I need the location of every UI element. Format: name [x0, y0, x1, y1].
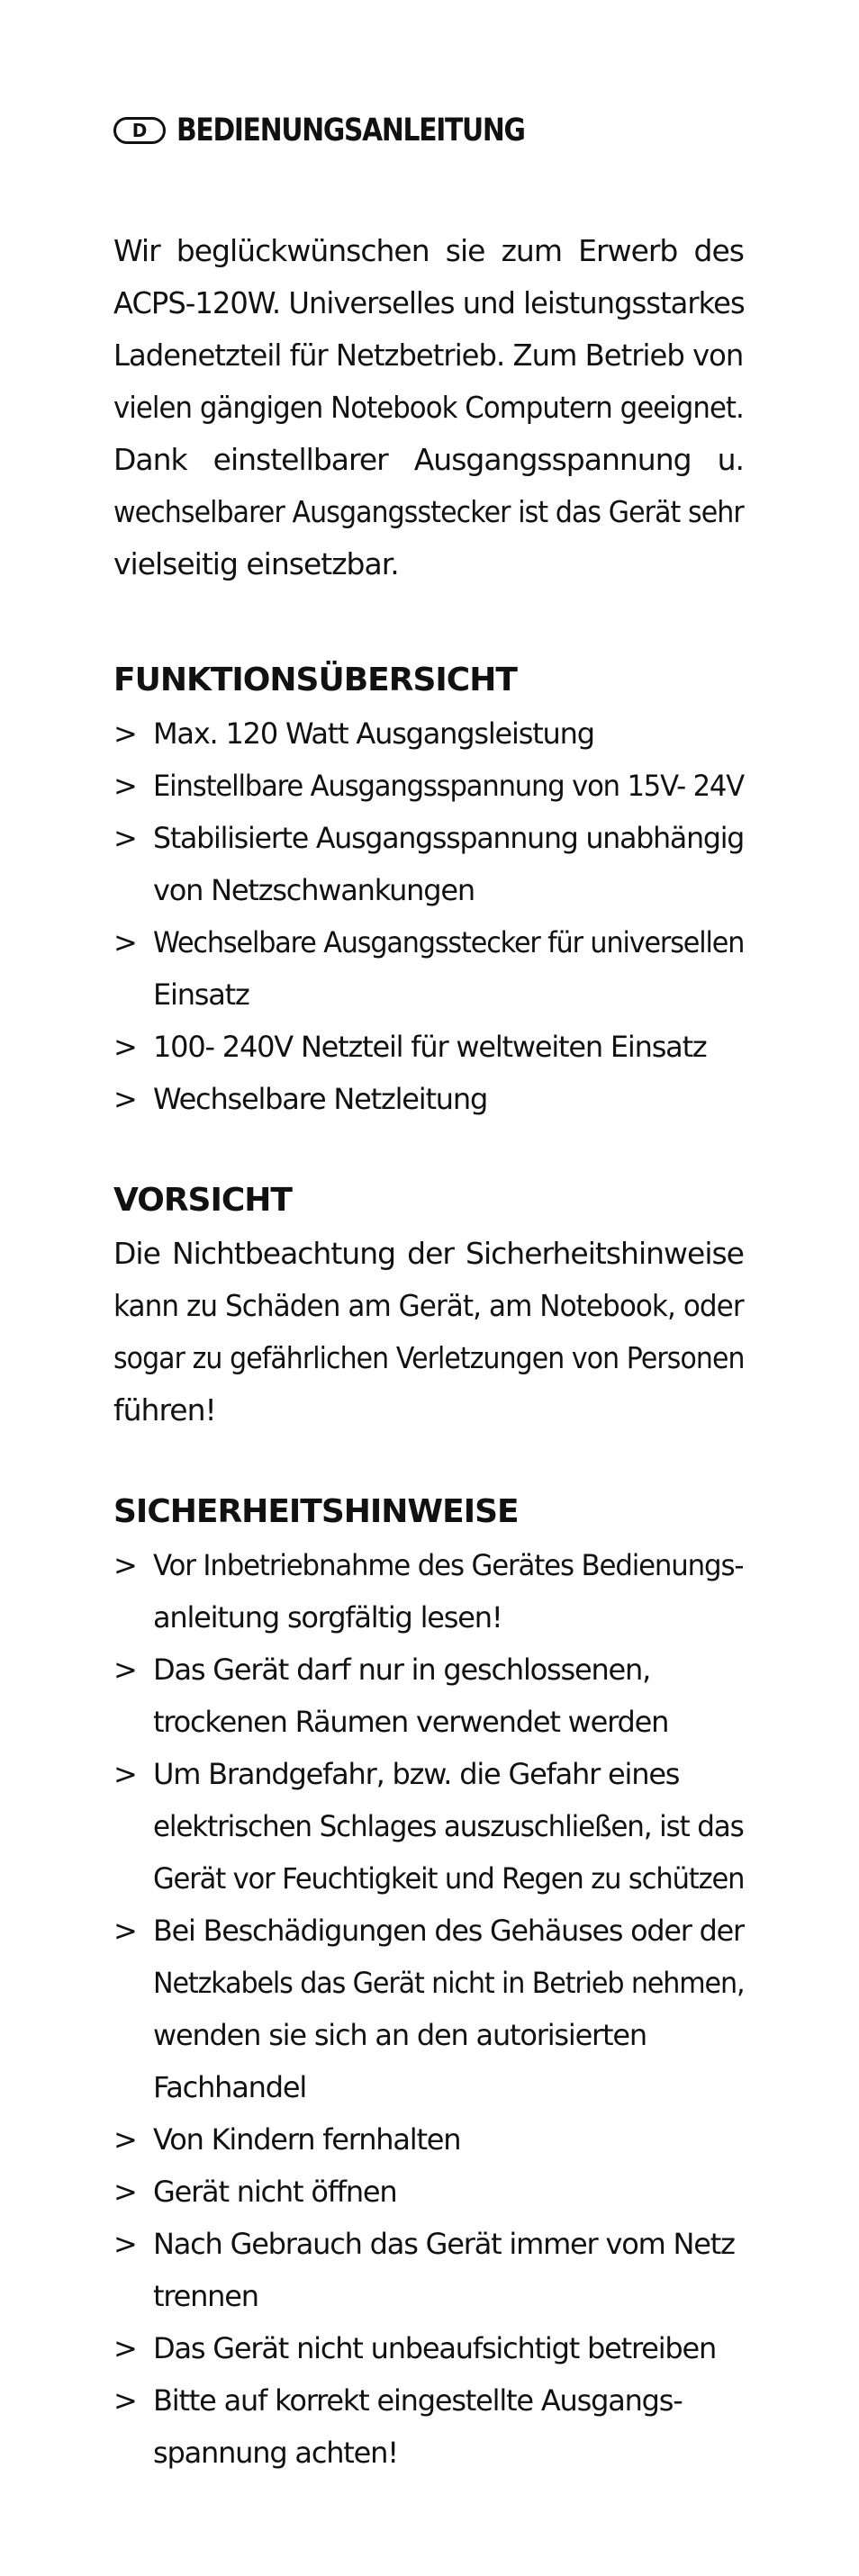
list-item-line: trennen [153, 2279, 258, 2313]
list-item-text [153, 1748, 744, 1905]
list-item-line: wenden sie sich an den autorisierten [153, 2018, 647, 2052]
intro-line: vielseitig einsetzbar. [113, 546, 399, 581]
caution-line: kann zu Schäden am Gerät, am Notebook, oder [113, 1288, 744, 1323]
caution-line: sogar zu gefährlichen Verletzungen von Personen [113, 1340, 745, 1375]
bullet-arrow-icon: > [113, 2175, 137, 2209]
caution-paragraph [113, 1228, 744, 1437]
list-item [113, 2166, 744, 2218]
bullet-arrow-icon: > [113, 821, 137, 855]
caution-line: Die Nichtbeachtung der Sicherheitshinweise [113, 1236, 744, 1271]
safety-list [113, 1539, 744, 2479]
intro-line: Wir beglückwünschen sie zum Erwerb des [113, 233, 744, 268]
list-item-line: Um Brandgefahr, bzw. die Gefahr eines [153, 1757, 680, 1791]
list-item [113, 1644, 744, 1748]
list-item-line: Einsatz [153, 977, 249, 1012]
list-item-line: Stabilisierte Ausgangsspannung unabhängig [153, 821, 745, 855]
list-item-line: elektrischen Schlages auszuschließen, ist das [153, 1809, 744, 1843]
list-item [113, 707, 744, 760]
list-item-text [153, 1539, 744, 1644]
bullet-arrow-icon: > [113, 2331, 137, 2365]
list-item-text [153, 812, 744, 916]
list-item-text [153, 760, 744, 812]
list-item-line: von Netzschwankungen [153, 873, 475, 907]
caution-section [113, 1174, 744, 1437]
list-item [113, 2113, 744, 2166]
safety-heading: SICHERHEITSHINWEISE [113, 1493, 519, 1530]
bullet-arrow-icon: > [113, 716, 137, 751]
features-section [113, 653, 744, 1125]
bullet-arrow-icon: > [113, 925, 137, 959]
intro-paragraph [113, 225, 744, 590]
list-item-text [153, 2113, 744, 2166]
list-item-text [153, 916, 744, 1021]
caution-heading: VORSICHT [113, 1182, 292, 1219]
list-item-line: anleitung sorgfältig lesen! [153, 1600, 502, 1635]
list-item [113, 916, 744, 1021]
list-item-line: Bei Beschädigungen des Gehäuses oder der [153, 1914, 744, 1948]
list-item [113, 2322, 744, 2374]
bullet-arrow-icon: > [113, 1914, 137, 1948]
intro-line: Ladenetzteil für Netzbetrieb. Zum Betrieb von [113, 338, 744, 373]
list-item-line: Bitte auf korrekt eingestellte Ausgangs- [153, 2383, 683, 2418]
bullet-arrow-icon: > [113, 2227, 137, 2261]
page-title: BEDIENUNGSANLEITUNG [176, 113, 525, 149]
list-item-line: Von Kindern fernhalten [153, 2122, 461, 2157]
list-item [113, 1073, 744, 1125]
list-item [113, 760, 744, 812]
title-row [113, 99, 744, 162]
list-item [113, 1021, 744, 1073]
safety-section [113, 1485, 744, 2479]
list-item-line: 100- 240V Netzteil für weltweiten Einsatz [153, 1030, 707, 1064]
list-item-line: trockenen Räumen verwendet werden [153, 1705, 669, 1739]
intro-line: wechselbarer Ausgangsstecker ist das Gerät sehr [113, 494, 744, 529]
list-item-text [153, 1021, 744, 1073]
bullet-arrow-icon: > [113, 1653, 137, 1687]
list-item-line: Nach Gebrauch das Gerät immer vom Netz [153, 2227, 735, 2261]
list-item-line: Wechselbare Ausgangsstecker für universellen [153, 925, 745, 959]
bullet-arrow-icon: > [113, 1757, 137, 1791]
list-item-text [153, 2374, 744, 2479]
list-item-line: Vor Inbetriebnahme des Gerätes Bedienungs- [153, 1548, 744, 1582]
list-item-line: Das Gerät darf nur in geschlossenen, [153, 1653, 651, 1687]
list-item-text [153, 707, 744, 760]
list-item-line: Netzkabels das Gerät nicht in Betrieb nehmen, [153, 1966, 745, 2000]
intro-line: Dank einstellbarer Ausgangsspannung u. [113, 442, 744, 477]
intro-line: ACPS-120W. Universelles und leistungsstarkes [113, 285, 745, 320]
list-item [113, 2218, 744, 2322]
bullet-arrow-icon: > [113, 2122, 137, 2157]
list-item-text [153, 1905, 744, 2113]
manual-page [113, 99, 744, 2479]
list-item-line: spannung achten! [153, 2436, 398, 2470]
caution-line: führen! [113, 1392, 216, 1428]
bullet-arrow-icon: > [113, 1082, 137, 1116]
list-item-line: Gerät nicht öffnen [153, 2175, 397, 2209]
list-item-text [153, 1073, 744, 1125]
list-item-text [153, 2218, 744, 2322]
bullet-arrow-icon: > [113, 1548, 137, 1582]
list-item-line: Wechselbare Netzleitung [153, 1082, 488, 1116]
list-item-line: Einstellbare Ausgangsspannung von 15V- 24V [153, 769, 744, 803]
intro-line: vielen gängigen Notebook Computern geeignet. [113, 390, 744, 425]
list-item-line: Gerät vor Feuchtigkeit und Regen zu schützen [153, 1861, 745, 1896]
list-item-text [153, 2166, 744, 2218]
bullet-arrow-icon: > [113, 2383, 137, 2418]
features-heading: FUNKTIONSÜBERSICHT [113, 662, 517, 698]
features-list [113, 707, 744, 1125]
list-item-line: Max. 120 Watt Ausgangsleistung [153, 716, 594, 751]
list-item-text [153, 2322, 744, 2374]
list-item [113, 1748, 744, 1905]
list-item [113, 2374, 744, 2479]
language-badge: D [113, 117, 166, 144]
list-item-line: Fachhandel [153, 2070, 307, 2104]
list-item [113, 812, 744, 916]
list-item-line: Das Gerät nicht unbeaufsichtigt betreiben [153, 2331, 717, 2365]
list-item-text [153, 1644, 744, 1748]
list-item [113, 1539, 744, 1644]
bullet-arrow-icon: > [113, 769, 137, 803]
bullet-arrow-icon: > [113, 1030, 137, 1064]
list-item [113, 1905, 744, 2113]
